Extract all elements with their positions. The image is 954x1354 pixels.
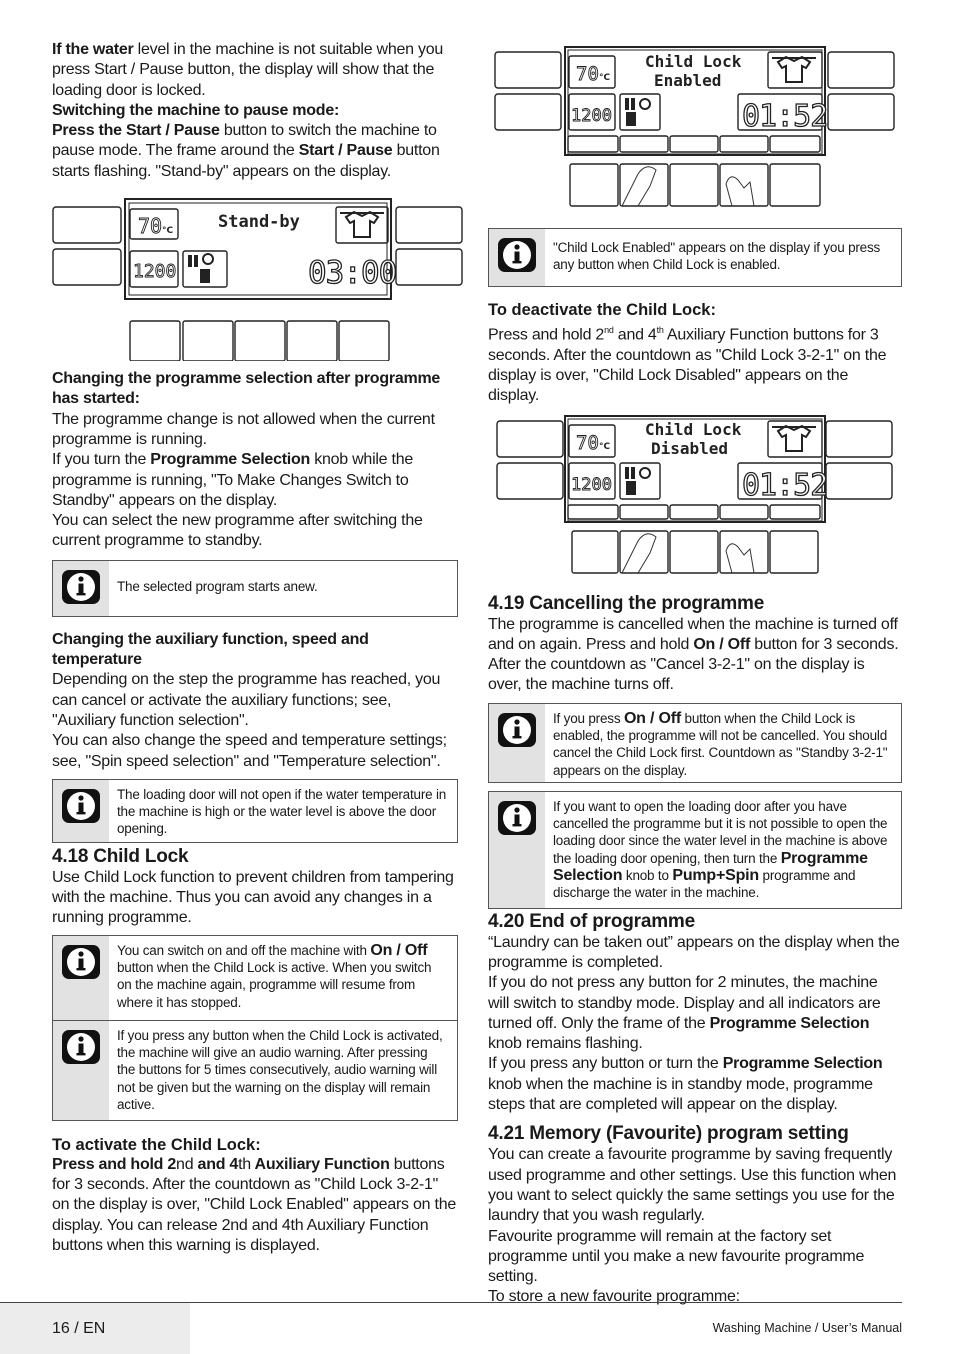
body-text: Press and hold 2 [488,326,605,344]
paragraph-water-level [52,40,458,101]
paragraph-activate [52,1155,458,1256]
bold-text: On / Off [623,709,681,727]
ordinal-suffix: th [238,1155,251,1173]
paragraph-new-programme: You can select the new programme after switching the current programme to standby. [52,512,423,550]
display-time: 01:52 [742,467,828,503]
display-time: 03:00 [308,255,397,292]
bold-text: Programme Selection [150,451,311,469]
paragraph-cancelling [488,615,902,696]
subheading-pause-mode [52,101,458,121]
finger-press-illustration [622,533,754,572]
paragraph-aux: Depending on the step the programme has reached, you can cancel or activate the auxiliary functions; see, "Auxiliary function selection". [52,671,441,729]
bold-text: Press and hold 2 [52,1155,177,1173]
body-text: and 4 [613,326,657,344]
display-message-line1: Child Lock [645,419,742,439]
paragraph-child-lock: Use Child Lock function to prevent children from tampering with the machine. Thus you can avoid any changes in a running programme. [52,868,454,927]
bold-text: Start / Pause [298,142,393,160]
shirt-icon [772,57,816,82]
info-notes-child-lock [52,935,458,1121]
ordinal-suffix: nd [176,1155,194,1173]
info-icon-cell [53,780,109,842]
info-text [545,792,901,908]
paragraph-factory-set: Favourite programme will remain at the factory set programme until you make a new favourite programme setting. [488,1227,865,1286]
paragraph-end-laundry: “Laundry can be taken out” appears on the display when the programme is completed. [488,933,900,971]
display-temp-unit: °C [599,73,611,83]
display-temp-unit: °C [162,226,174,237]
display-message-line2: Enabled [654,71,722,90]
paragraph-store-favourite: To store a new favourite programme: [488,1288,740,1306]
paragraph-standby [488,973,902,1054]
bold-text: Pump+Spin [672,866,759,884]
display-temp: 70 [138,214,163,239]
body-text: If you do not press any button for 2 minutes, the machine will switch to standby mode. Display and all indicators are turned off. Only the frame of the [488,974,881,1032]
info-icon-cell [53,561,109,616]
door-lock-icon [188,254,213,283]
section-heading-child-lock: 4.18 Child Lock [52,845,189,867]
ordinal-suffix: nd [604,325,614,335]
subheading-aux [52,630,458,671]
info-icon [497,237,537,273]
body-text: knob while the programme is running, "To Make Changes Switch to Standby" appears on the display. [52,451,414,509]
info-text: "Child Lock Enabled" appears on the display if you press any button when Child Lock is enabled. [553,240,881,273]
door-lock-icon [625,98,650,126]
ordinal-suffix: th [656,325,664,335]
body-text: knob when the machine is in standby mode, programme steps that are completed will appear on the display. [488,1075,873,1114]
subheading-activate: To activate the Child Lock: [52,1135,261,1154]
subheading-deactivate: To deactivate the Child Lock: [488,301,716,319]
section-heading-end: 4.20 End of programme [488,910,695,932]
subheading-prog-change [52,369,458,410]
paragraph-speed-temp: You can also change the speed and temperature settings; see, "Spin speed selection" and "Temperature selection". [52,732,447,770]
paragraph-prog-not-allowed: The programme change is not allowed when the current programme is running. [52,410,435,448]
section-heading-memory: 4.21 Memory (Favourite) program setting [488,1123,849,1145]
display-child-lock-disabled-illustration [488,413,898,577]
info-icon [61,944,101,980]
subheading-text: Switching the machine to pause mode: [52,101,340,119]
display-speed: 1200 [571,106,612,126]
lead-text: Press the Start / Pause [52,122,220,140]
subheading-text: Changing the auxiliary function, speed and temperature [52,630,369,669]
bold-text: Auxiliary Function [250,1155,390,1173]
info-icon [61,788,101,824]
manual-title: Washing Machine / User’s Manual [712,1321,902,1335]
lead-text: If the water [52,41,134,58]
body-text: You can switch on and off the machine with [117,942,371,958]
left-column [52,40,458,1256]
info-icon-cell [489,704,545,782]
info-note-on-off [53,936,457,1020]
display-speed: 1200 [133,261,177,283]
info-note-audio-warning [53,1020,457,1120]
display-message: Stand-by [218,212,300,233]
paragraph-prog-knob [52,450,458,511]
info-icon [61,1029,101,1065]
info-text: The loading door will not open if the water temperature in the machine is high or the water level is above the door opening. [117,786,447,837]
section-heading-cancelling: 4.19 Cancelling the programme [488,592,765,614]
body-text: If you press any button or turn the [488,1055,723,1073]
display-child-lock-enabled-illustration [488,46,898,210]
bold-text: On / Off [370,941,428,959]
body-text: level in the machine is not suitable when you press Start / Pause button, the display will show that the loading door is locked. [52,41,444,99]
display-speed: 1200 [571,474,612,495]
body-text: If you turn the [52,451,151,469]
paragraph-pause [52,121,458,182]
display-temp: 70 [576,63,599,85]
bold-text: Programme Selection [709,1014,870,1032]
body-text: button when the Child Lock is enabled, the programme will not be cancelled. You should cancel the Child Lock first. Countdown as "Standby 3-2-1" appears on the display. [553,710,888,778]
body-text: buttons for 3 seconds. After the countdown as "Child Lock 3-2-1" on the display is over, "Child Lock Enabled" appears on the display. You can release 2nd and 4th Auxiliary Function buttons when this warning is displayed. [52,1155,456,1254]
info-text: The selected program starts anew. [117,578,318,594]
display-standby-illustration [52,195,464,361]
right-column [488,46,902,1308]
body-text: If you want to open the loading door after you have cancelled the programme but it is not possible to open the loading door since the water level in the machine is above the loading door opening, then turn the [553,798,888,866]
body-text: button when the Child Lock is active. When you switch on the machine again, programme will resume from where it has stopped. [117,960,432,1010]
footer-divider [0,1302,902,1303]
info-note-cancel-child-lock [488,703,902,783]
body-text: button for 3 seconds. After the countdown as "Cancel 3-2-1" on the display is over, the machine turns off. [488,635,899,694]
body-text: Auxiliary Function buttons for 3 seconds. After the countdown as "Child Lock 3-2-1" on the display is over, "Child Lock Disabled" appears on the display. [488,326,887,405]
info-icon [61,569,101,605]
info-note-child-lock-enabled [488,228,902,287]
shirt-icon [340,212,384,237]
bold-text: and 4 [193,1155,239,1173]
subheading-text: Changing the programme selection after programme has started: [52,370,441,408]
paragraph-favourite: You can create a favourite programme by saving frequently used programme and other settings. Use this function when you want to select quickly the same settings you use for the laundry that you wash regularly. [488,1146,897,1225]
display-temp: 70 [576,431,599,454]
info-text: If you press any button when the Child Lock is activated, the machine will give an audio warning. After pressing the buttons for 5 times consecutively, audio warning will not be given but the warning on the display will remain active. [117,1027,443,1112]
display-temp-unit: °C [599,441,611,452]
info-icon [497,712,537,748]
door-lock-icon [625,467,650,495]
info-note-starts-anew [52,560,458,617]
info-icon-cell [53,1021,109,1120]
finger-press-illustration [622,167,754,206]
display-message-line1: Child Lock [645,52,742,71]
body-text: knob remains flashing. [488,1035,643,1053]
display-time: 01:52 [742,99,828,134]
info-text [545,704,901,782]
body-text: button to switch the machine to pause mode. The frame around the [52,122,437,160]
body-text: programme and discharge the water in the machine. [553,867,856,901]
bold-text: Programme Selection [722,1055,883,1073]
body-text: knob to [622,867,673,883]
info-icon-cell [489,792,545,908]
page-footer [0,1302,954,1354]
info-icon [497,800,537,836]
body-text: The programme is cancelled when the machine is turned off and on again. Press and hold [488,615,898,653]
display-message-line2: Disabled [651,438,729,458]
info-icon-cell [489,229,545,286]
page-number: 16 / EN [52,1320,106,1337]
shirt-icon [772,426,816,451]
info-note-open-door [488,791,902,909]
bold-text: Programme Selection [553,849,868,884]
body-text: If you press [553,710,624,726]
info-text [109,936,457,1020]
info-note-door [52,779,458,843]
info-icon-cell [53,936,109,1020]
body-text: button starts flashing. "Stand-by" appears on the display. [52,142,440,180]
paragraph-press-button [488,1054,902,1115]
bold-text: On / Off [693,635,751,653]
paragraph-deactivate [488,320,902,407]
